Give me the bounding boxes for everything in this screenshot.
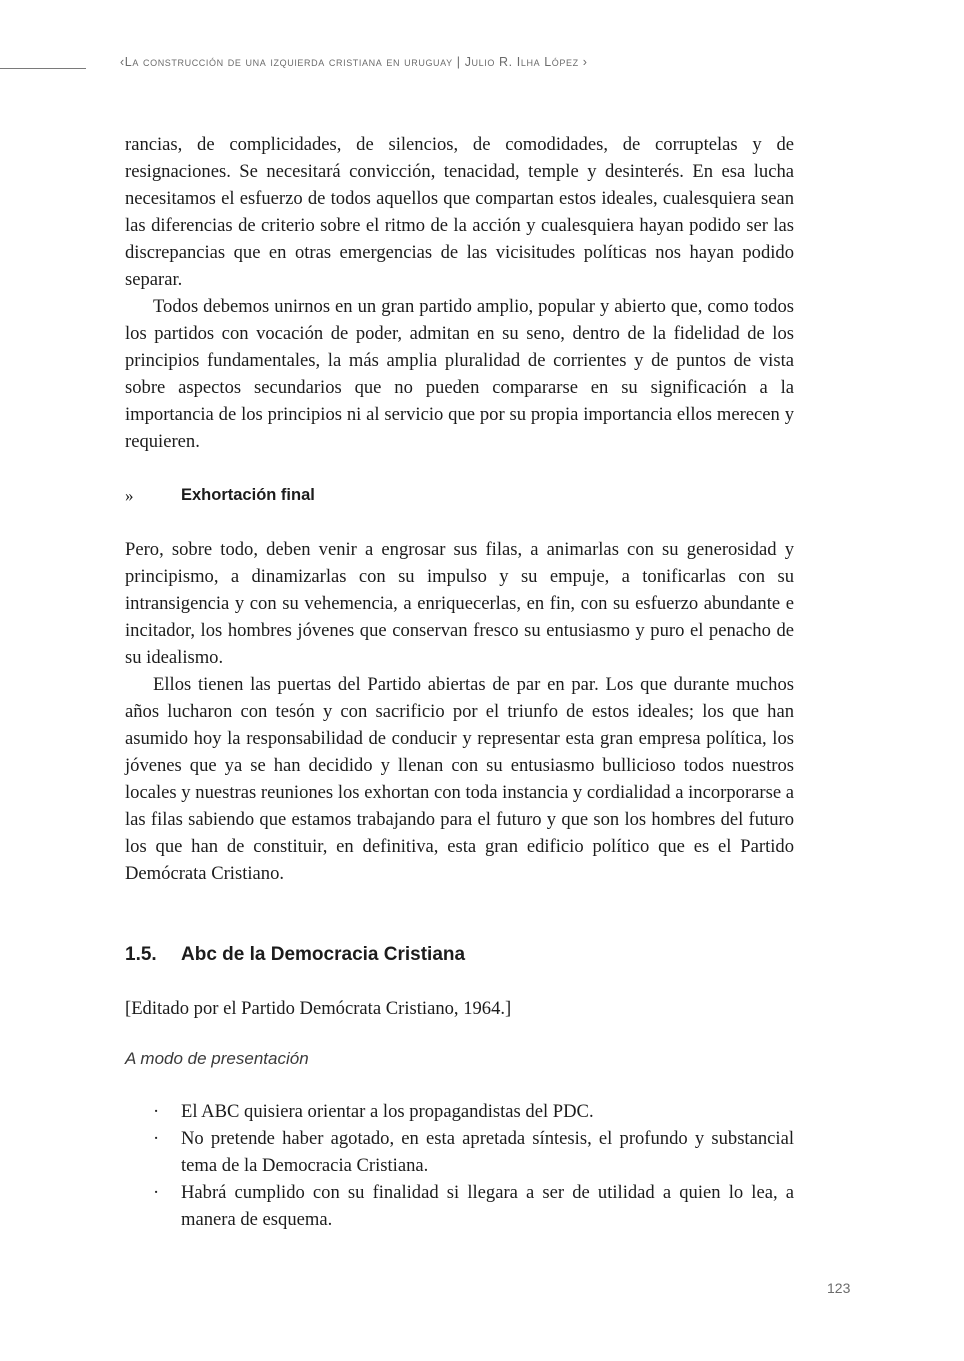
presentation-title: A modo de presentación — [125, 1049, 309, 1068]
list-item-text: Habrá cumplido con su finalidad si llegara a ser de utilidad a quien lo lea, a manera de esquema. — [181, 1182, 794, 1230]
running-header — [120, 55, 588, 69]
paragraph: rancias, de complicidades, de silencios, de comodidades, de corruptelas y de resignaciones. Se necesitará convicción, tenacidad, temple y desinterés. En esa lucha necesitamos el esfuerzo de todos aquellos que compartan estos ideales, cualesquiera sean las diferencias de criterio sobre el ritmo de la acción y cualesquiera hayan podido ser las discrepancias que en otras emergencias de las vicisitudes políticas nos hayan podido separar. — [125, 134, 794, 290]
list-item-text: No pretende haber agotado, en esta apretada síntesis, el profundo y substancial tema de la Democracia Cristiana. — [181, 1128, 794, 1176]
paragraph: Pero, sobre todo, deben venir a engrosar sus filas, a animarlas con su generosidad y principismo, a dinamizarlas con su impulso y su empuje, a tonificarlas con su intransigencia y con su vehemencia, a enriquecerlas, en fin, con su esfuerzo abundante e incitador, los hombres jóvenes que conservan fresco su entusiasmo y puro el penacho de su idealismo. — [125, 539, 794, 668]
paragraph: Todos debemos unirnos en un gran partido amplio, popular y abierto que, como todos los partidos con vocación de poder, admitan en su seno, dentro de la fidelidad de los principios fundamentales, la más amplia pluralidad de corrientes y de puntos de vista sobre aspectos secundarios que no pueden compararse en su significación a la importancia de los principios ni al servicio que por su propia importancia ellos merecen y requieren. — [125, 296, 794, 452]
list-item — [125, 1098, 794, 1125]
bullet-mark: · — [153, 1101, 160, 1122]
section-number: 1.5. — [125, 944, 157, 965]
header-open-mark: ‹ — [120, 55, 125, 69]
paragraph: Ellos tienen las puertas del Partido abiertas de par en par. Los que durante muchos años lucharon con tesón y con sacrificio por el triunfo de estos ideales; los que han asumido hoy la responsabilidad de conducir y representar esta gran empresa política, los jóvenes que ya se han decidido y llenan con su entusiasmo bullicioso todos nuestros locales y nuestras reuniones los exhortan con toda instancia y cordialidad a incorporarse a las filas sabiendo que estamos trabajando para el futuro y que son los hombres del futuro los que han de constituir, en definitiva, esta gran edificio político que es el Partido Demócrata Cristiano. — [125, 674, 794, 884]
bullet-mark: · — [153, 1182, 160, 1203]
list-item — [125, 1179, 794, 1233]
header-rule — [0, 68, 86, 69]
section-heading — [125, 941, 794, 968]
header-close-mark: › — [578, 55, 588, 69]
subsection-heading — [125, 482, 794, 509]
header-book-title: La construcción de una izquierda cristiana en uruguay — [124, 55, 453, 69]
header-separator: | — [452, 55, 465, 69]
section-title: Abc de la Democracia Cristiana — [181, 944, 466, 965]
page-body — [125, 131, 794, 1233]
edition-note: [Editado por el Partido Demócrata Cristiano, 1964.] — [125, 998, 512, 1019]
page-number: 123 — [827, 1280, 851, 1296]
header-author: Julio R. Ilha López — [464, 55, 579, 69]
list-item-text: El ABC quisiera orientar a los propagandistas del PDC. — [181, 1101, 594, 1122]
bullet-list — [125, 1098, 794, 1233]
bullet-mark: · — [153, 1128, 160, 1149]
list-item — [125, 1125, 794, 1179]
subsection-marker: » — [125, 486, 134, 505]
subsection-title: Exhortación final — [181, 486, 315, 504]
